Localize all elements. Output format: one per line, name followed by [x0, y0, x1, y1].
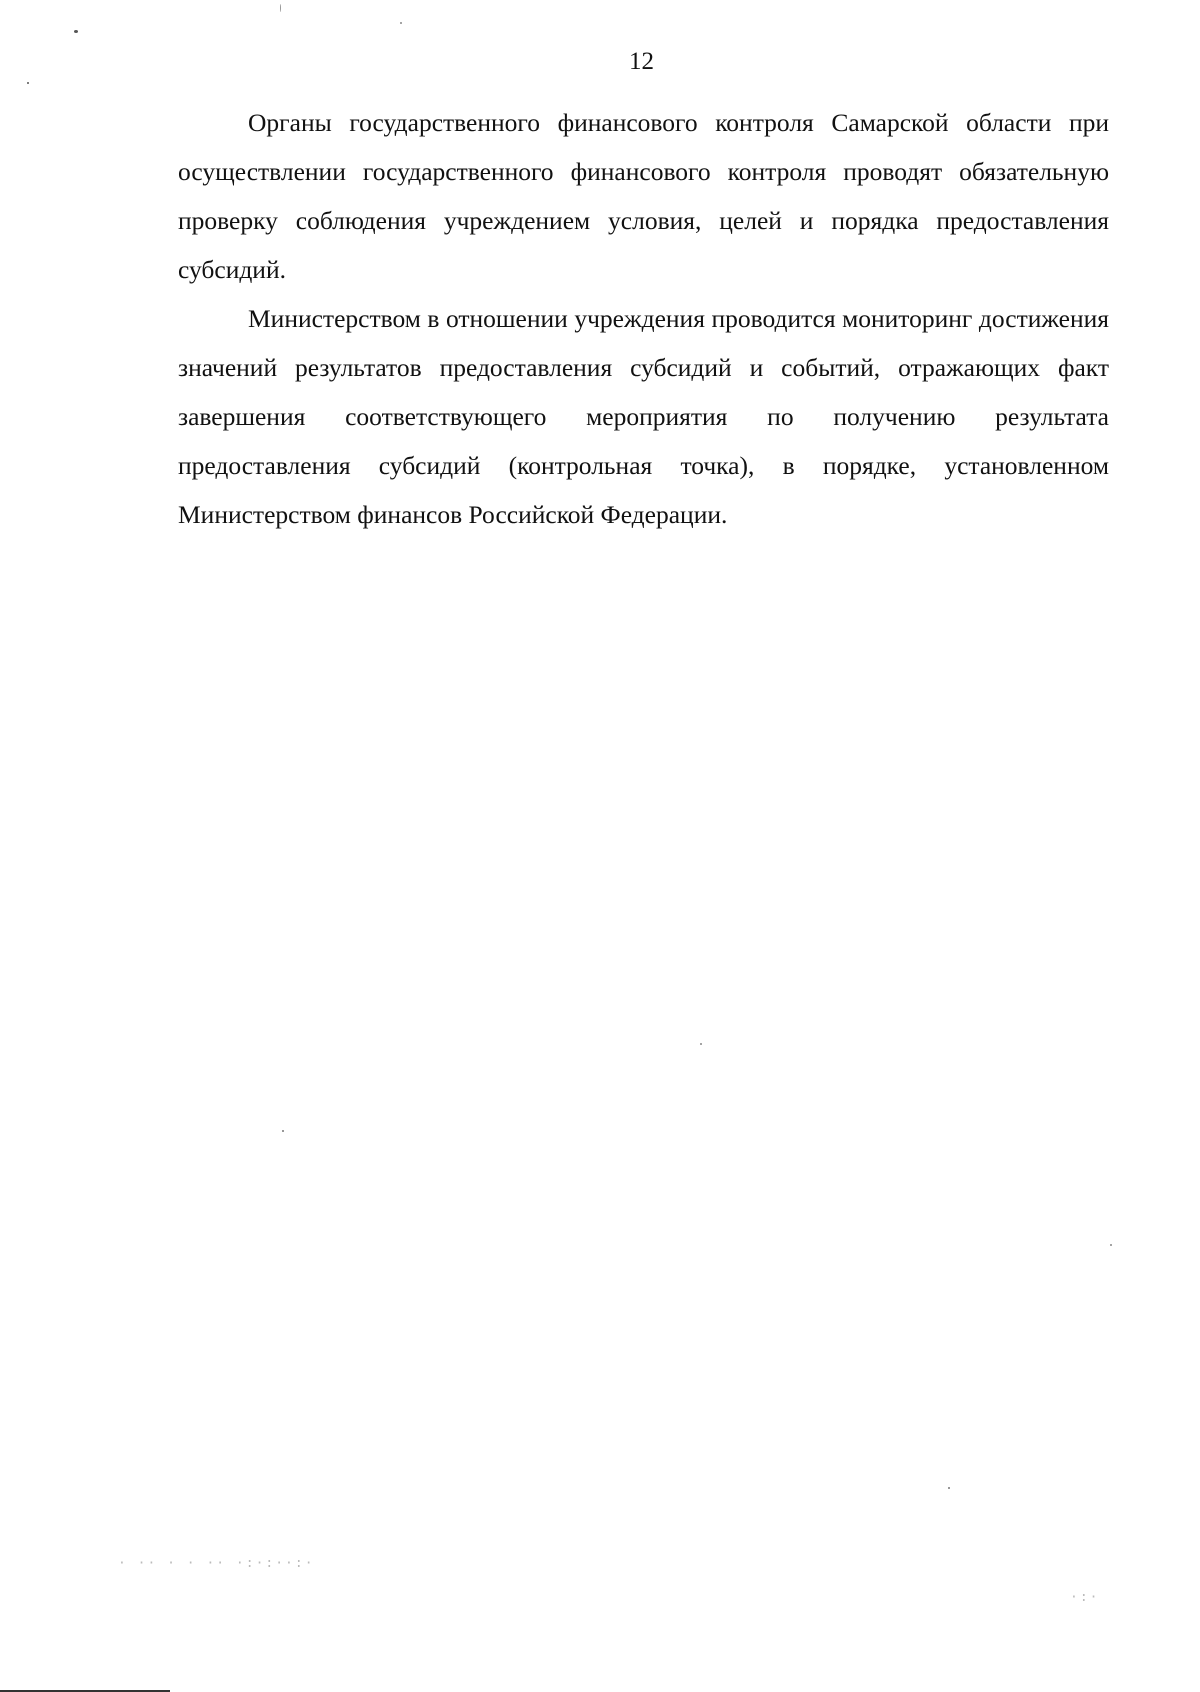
scan-speck	[1110, 1244, 1112, 1246]
page-number: 12	[629, 48, 654, 75]
scan-speck	[27, 82, 29, 84]
scan-noise: · ·· · · ·· ·:·:··:·	[118, 1556, 315, 1571]
scan-noise: ·:·	[1070, 1590, 1100, 1605]
scan-speck	[74, 30, 78, 33]
scan-speck	[280, 4, 281, 12]
paragraph-1: Органы государственного финансового контроля Самарской области при осуществлении государственного финансового контроля проводят обязательную проверку соблюдения учреждением условия, целей и порядка предоставления субсидий.	[178, 108, 1109, 284]
body-text	[178, 98, 1109, 539]
scan-speck	[400, 22, 402, 24]
scan-speck	[282, 1130, 284, 1132]
scan-speck	[948, 1487, 950, 1489]
paragraph-2: Министерством в отношении учреждения проводится мониторинг достижения значений результатов предоставления субсидий и событий, отражающих факт завершения соответствующего мероприятия по получению результата предоставления субсидий (контрольная точка), в порядке, установленном Министерством финансов Российской Федерации.	[178, 304, 1109, 529]
scan-speck	[700, 1043, 702, 1045]
